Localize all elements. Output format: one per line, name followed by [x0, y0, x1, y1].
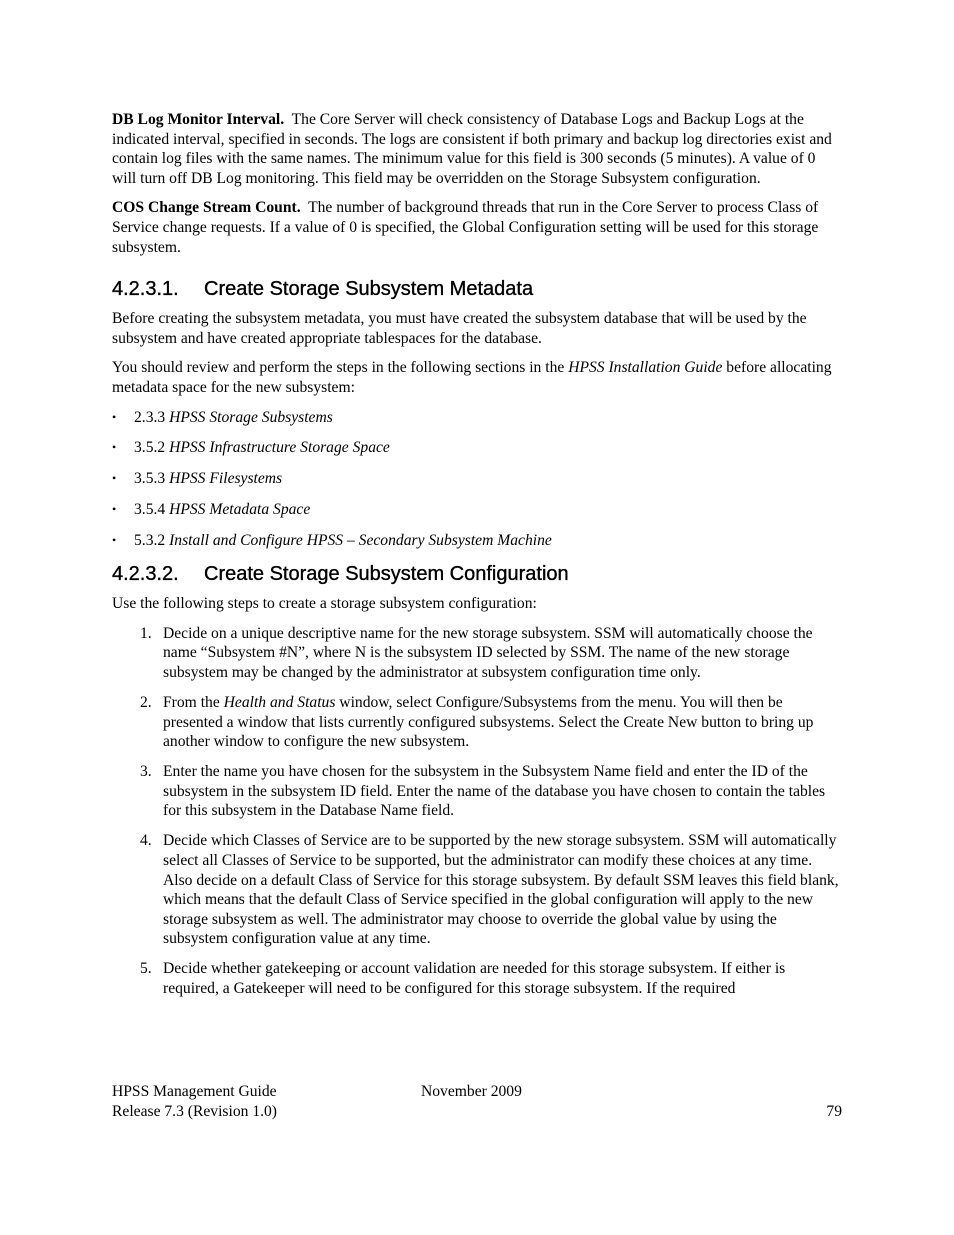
bullet-icon: •	[112, 440, 117, 455]
step-text: Decide which Classes of Service are to be supported by the new storage subsystem. SSM will automatically select all Classes of Service to be supported, but the administrator can modify these choices at any time. Also decide on a default Class of Service for this storage subsystem. By default SSM leaves this field blank, which means that the default Class of Service specified in the global configuration will apply to the new storage subsystem as well. The administrator may choose to override the global value by using the subsystem configuration value at any time.	[163, 832, 839, 948]
step-text: Decide whether gatekeeping or account validation are needed for this storage subsystem. If either is required, a Gatekeeper will need to be configured for this storage subsystem. If the required	[163, 960, 786, 997]
item-title: HPSS Filesystems	[169, 470, 283, 488]
step-text: Enter the name you have chosen for the subsystem in the Subsystem Name field and enter the ID of the subsystem in the subsystem ID field. Enter the name of the database you have chosen to contain the tables for this subsystem in the Database Name field.	[163, 763, 826, 820]
step-text: From the	[163, 694, 224, 712]
installation-guide-reference: HPSS Installation Guide	[568, 359, 723, 377]
item-title: HPSS Infrastructure Storage Space	[169, 439, 390, 457]
step-item	[112, 959, 842, 998]
list-item	[112, 531, 842, 551]
bullet-icon: •	[112, 532, 117, 547]
footer-guide-title: HPSS Management Guide	[112, 1083, 277, 1100]
step-item	[112, 693, 842, 752]
reference-list	[112, 408, 842, 551]
step-text: Decide on a unique descriptive name for the new storage subsystem. SSM will automatically choose the name “Subsystem #N”, where N is the subsystem ID selected by SSM. The name of the new storage subsystem may be changed by the administrator at subsystem configuration time only.	[163, 624, 813, 682]
section-heading-metadata	[112, 277, 842, 301]
section-heading-configuration	[112, 562, 842, 586]
step-number: 3.	[140, 763, 152, 781]
step-text: window, select Configure/Subsystems from the menu. You will then be presented a window that lists currently configured subsystems. Select the Create New button to bring up another window to configure the new subsystem.	[163, 694, 814, 751]
footer-page-number: 79	[826, 1103, 842, 1120]
step-item	[112, 624, 842, 683]
bullet-icon: •	[112, 501, 117, 516]
metadata-paragraph-2	[112, 358, 842, 397]
list-item	[112, 408, 842, 428]
item-number: 3.5.3	[134, 470, 166, 488]
step-item	[112, 831, 842, 949]
step-number: 2.	[140, 694, 152, 712]
item-number: 3.5.4	[134, 500, 166, 518]
configuration-intro: Use the following steps to create a storage subsystem configuration:	[112, 595, 537, 613]
step-number: 4.	[140, 832, 152, 850]
item-number: 2.3.3	[134, 408, 166, 426]
cos-change-text: The number of background threads that run in the Core Server to process Class of Service change requests. If a value of 0 is specified, the Global Configuration setting will be used for this storage subsystem.	[112, 199, 819, 256]
item-title: HPSS Storage Subsystems	[169, 408, 333, 426]
step-item	[112, 762, 842, 821]
section-number: 4.2.3.2.	[112, 563, 179, 586]
text-span: before allocating metadata space for the new subsystem:	[112, 359, 832, 396]
section-number: 4.2.3.1.	[112, 278, 179, 301]
db-log-monitor-lead: DB Log Monitor Interval.	[112, 111, 285, 128]
section-title: Create Storage Subsystem Configuration	[204, 563, 569, 586]
list-item	[112, 469, 842, 489]
text-span: You should review and perform the steps in the following sections in the	[112, 359, 569, 377]
list-item	[112, 500, 842, 520]
cos-change-paragraph	[112, 198, 842, 257]
cos-change-lead: COS Change Stream Count.	[112, 199, 301, 217]
step-number: 1.	[140, 624, 152, 642]
item-number: 3.5.2	[134, 439, 166, 457]
list-item	[112, 438, 842, 458]
item-number: 5.3.2	[134, 531, 166, 549]
db-log-monitor-paragraph	[112, 110, 842, 188]
db-log-monitor-text: The Core Server will check consistency of Database Logs and Backup Logs at the indicated interval, specified in seconds. The logs are consistent if both primary and backup log directories exist and contain log files with the same names. The minimum value for this field is 300 seconds (5 minutes). A value of 0 will turn off DB Log monitoring. This field may be overridden on the Storage Subsystem configuration.	[112, 111, 832, 187]
steps-list	[112, 624, 842, 999]
page-footer	[112, 1082, 842, 1122]
footer-date: November 2009	[421, 1083, 522, 1100]
bullet-icon: •	[112, 471, 117, 486]
bullet-icon: •	[112, 409, 117, 424]
item-title: Install and Configure HPSS – Secondary Subsystem Machine	[169, 531, 552, 549]
page-body	[112, 110, 842, 1009]
step-number: 5.	[140, 960, 152, 978]
footer-release: Release 7.3 (Revision 1.0)	[112, 1103, 277, 1120]
metadata-paragraph-1: Before creating the subsystem metadata, you must have created the subsystem database that will be used by the subsystem and have created appropriate tablespaces for the database.	[112, 310, 807, 347]
section-title: Create Storage Subsystem Metadata	[204, 278, 534, 301]
health-status-window-reference: Health and Status	[223, 694, 336, 712]
item-title: HPSS Metadata Space	[169, 500, 311, 518]
